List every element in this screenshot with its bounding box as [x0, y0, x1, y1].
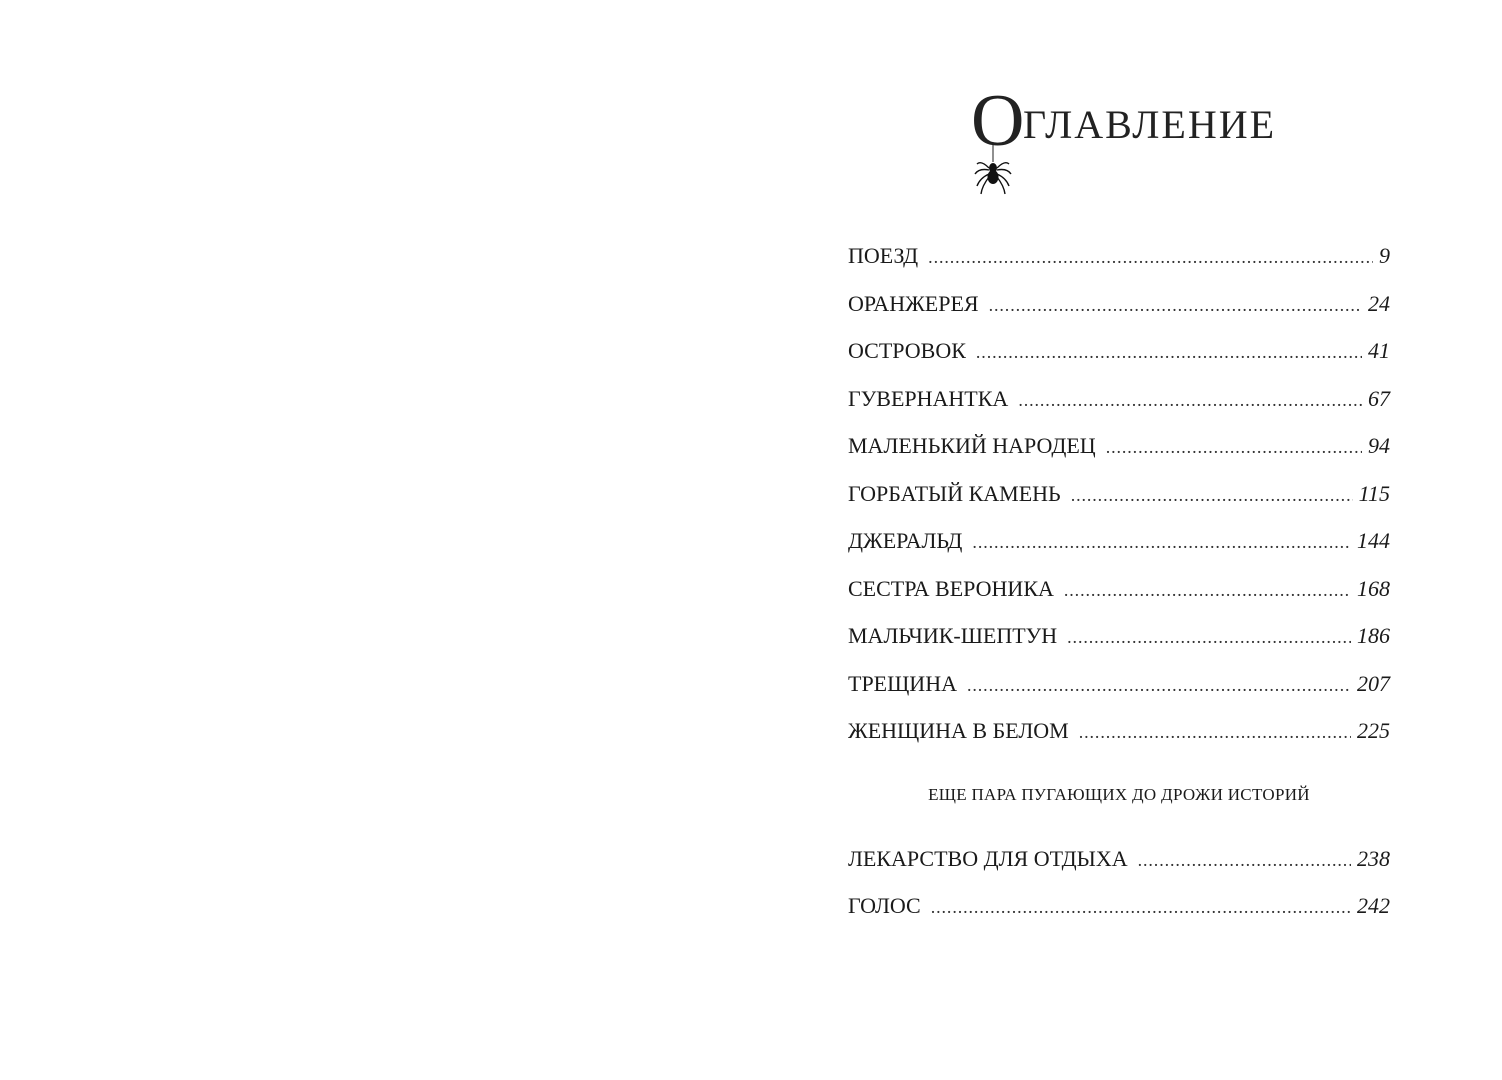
toc-entry [848, 375, 1390, 423]
toc-entry-page: 225 [1357, 718, 1390, 743]
toc-entry-page: 242 [1357, 893, 1390, 918]
table-of-contents [848, 232, 1390, 930]
toc-entry-title: ГУВЕРНАНТКА [848, 385, 1009, 411]
toc-entry-page: 238 [1357, 845, 1390, 871]
toc-entry [848, 565, 1390, 613]
toc-dot-leader [1079, 709, 1351, 757]
toc-dot-leader [1106, 424, 1362, 472]
toc-dot-leader [967, 662, 1351, 710]
toc-entry [848, 280, 1390, 328]
toc-entry-title: ОРАНЖЕРЕЯ [848, 290, 979, 316]
toc-entry [848, 232, 1390, 280]
toc-entry-title: ГОРБАТЫЙ КАМЕНЬ [848, 480, 1061, 506]
toc-entry-page: 207 [1357, 670, 1390, 696]
toc-entry [848, 835, 1390, 883]
toc-entry-title: СЕСТРА ВЕРОНИКА [848, 575, 1054, 601]
toc-entry-title: ГОЛОС [848, 893, 921, 918]
toc-entry [848, 422, 1390, 470]
toc-entry-title: ОСТРОВОК [848, 338, 966, 363]
toc-entry [848, 612, 1390, 660]
subsection-heading: ЕЩЕ ПАРА ПУГАЮЩИХ ДО ДРОЖИ ИСТОРИЙ [928, 784, 1310, 804]
toc-dot-leader [928, 234, 1373, 282]
toc-entry-page: 186 [1357, 623, 1390, 648]
toc-entry [848, 660, 1390, 708]
toc-entry-page: 115 [1358, 480, 1390, 506]
toc-dot-leader [1138, 837, 1351, 885]
toc-entry-page: 67 [1368, 385, 1390, 411]
toc-dot-leader [976, 329, 1362, 377]
toc-dot-leader [1071, 472, 1353, 520]
toc-entry-title: ДЖЕРАЛЬД [848, 528, 963, 553]
toc-entry [848, 517, 1390, 565]
title-rest: ГЛАВЛЕНИЕ [1023, 102, 1277, 147]
toc-entry-page: 24 [1368, 290, 1390, 316]
toc-subsection-list [848, 835, 1390, 930]
toc-entry [848, 327, 1390, 375]
toc-entry-title: МАЛЕНЬКИЙ НАРОДЕЦ [848, 433, 1096, 458]
title-initial: О [971, 80, 1025, 162]
toc-dot-leader [972, 519, 1351, 567]
toc-dot-leader [931, 884, 1351, 932]
toc-entry-title: ЛЕКАРСТВО ДЛЯ ОТДЫХА [848, 845, 1128, 871]
spider-icon [971, 142, 1015, 202]
toc-dot-leader [1018, 377, 1362, 425]
toc-dot-leader [1064, 567, 1351, 615]
toc-entry-page: 144 [1357, 528, 1390, 553]
toc-dot-leader [989, 282, 1362, 330]
toc-dot-leader [1067, 614, 1351, 662]
toc-entry [848, 882, 1390, 930]
toc-entry-page: 9 [1379, 243, 1390, 268]
toc-entry-title: ПОЕЗД [848, 243, 919, 268]
toc-entry-title: МАЛЬЧИК-ШЕПТУН [848, 623, 1058, 648]
toc-main-list [848, 232, 1390, 755]
toc-entry [848, 470, 1390, 518]
toc-entry-title: ЖЕНЩИНА В БЕЛОМ [848, 718, 1069, 743]
right-page [751, 0, 1502, 1080]
toc-entry-title: ТРЕЩИНА [848, 670, 957, 696]
toc-entry-page: 168 [1357, 575, 1390, 601]
toc-entry [848, 707, 1390, 755]
page-title [971, 80, 1277, 194]
toc-entry-page: 94 [1368, 433, 1390, 458]
toc-entry-page: 41 [1368, 338, 1390, 363]
